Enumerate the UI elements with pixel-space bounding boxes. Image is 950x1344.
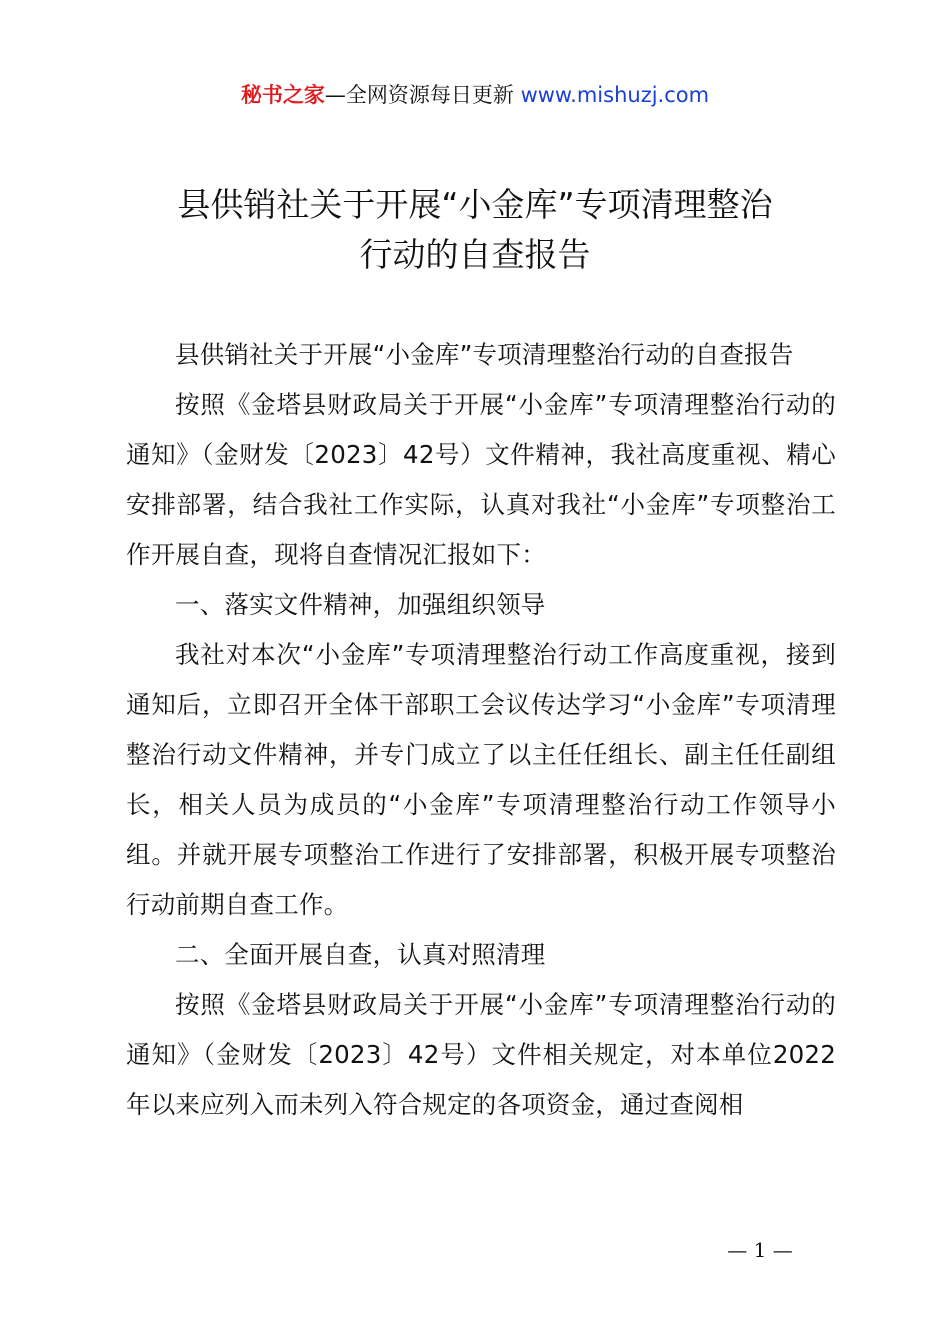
paragraph-basis: 按照《金塔县财政局关于开展“小金库”专项清理整治行动的通知》（金财发〔2023〕42号）文件精神，我社高度重视、精心安排部署，结合我社工作实际，认真对我社“小金库”专项整治工作开展自查，现将自查情况汇报如下： (126, 390, 836, 569)
brand-name: 秘书之家 (240, 83, 325, 107)
site-header (0, 80, 950, 110)
header-tagline: —全网资源每日更新 (324, 83, 521, 107)
document-title (100, 180, 850, 280)
paragraph-section-2: 按照《金塔县财政局关于开展“小金库”专项清理整治行动的通知》（金财发〔2023〕42号）文件相关规定，对本单位2022年以来应列入而未列入符合规定的各项资金，通过查阅相 (126, 990, 836, 1119)
title-line-1: 县供销社关于开展“小金库”专项清理整治 (177, 185, 773, 224)
site-url[interactable]: www.mishuzj.com (520, 83, 710, 107)
paragraph-intro: 县供销社关于开展“小金库”专项清理整治行动的自查报告 (175, 340, 794, 369)
section-heading-2: 二、全面开展自查，认真对照清理 (175, 940, 546, 969)
document-body (126, 330, 836, 1130)
section-heading-1: 一、落实文件精神，加强组织领导 (175, 590, 546, 619)
paragraph-section-1: 我社对本次“小金库”专项清理整治行动工作高度重视，接到通知后，立即召开全体干部职工会议传达学习“小金库”专项清理整治行动文件精神，并专门成立了以主任任组长、副主任任副组长，相关人员为成员的“小金库”专项清理整治行动工作领导小组。并就开展专项整治工作进行了安排部署，积极开展专项整治行动前期自查工作。 (126, 640, 836, 919)
title-line-2: 行动的自查报告 (359, 235, 591, 274)
page-number: — 1 — (727, 1238, 793, 1262)
